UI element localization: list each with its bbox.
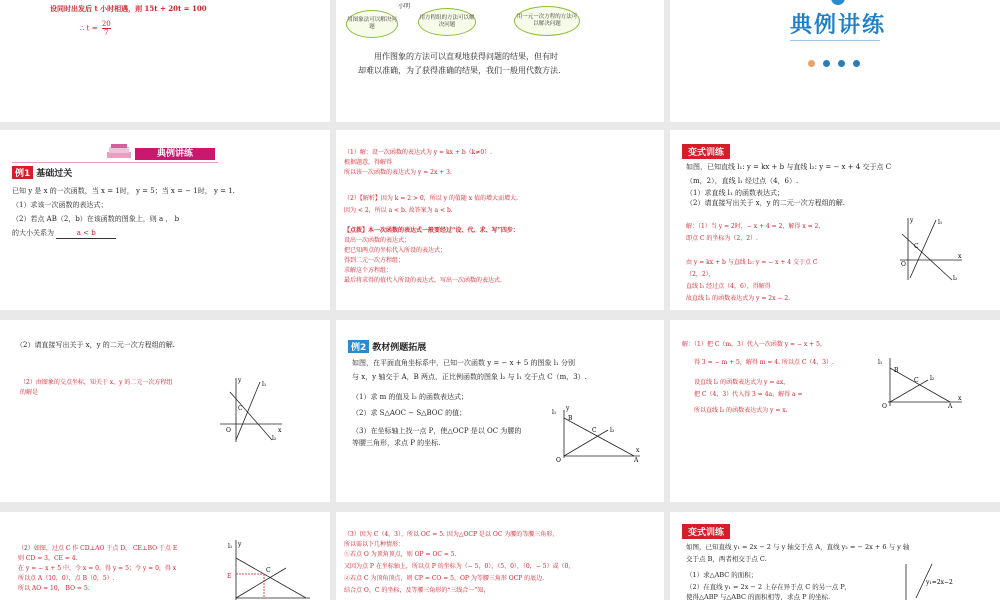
ans-c-label: C <box>914 377 919 384</box>
banner-line <box>12 162 218 163</box>
s5-tip-1: 设出一次函数的表达式； <box>344 237 411 244</box>
ans-o-label: O <box>882 403 887 410</box>
variant2-y1-label: y₁=2x−2 <box>926 579 953 586</box>
sol-y-label: y <box>238 541 242 548</box>
decor-dot-1 <box>808 60 815 67</box>
decor-circle-icon <box>830 0 846 8</box>
coordinate-graph-2 <box>216 374 286 444</box>
coordinate-graph <box>896 214 966 284</box>
s11-line2: 所以需以下几种情形： <box>344 541 405 548</box>
s12-line5: 使得△ABP 与△ABC 的面积相等，求点 P 的坐标. <box>686 593 831 600</box>
slide-8[interactable] <box>336 320 664 502</box>
speech-bubble-2: 用方程组的方法可以解决问题 <box>418 8 476 36</box>
slide-2[interactable] <box>336 0 664 122</box>
s6-line3: （1）求直线 l₁ 的函数表达式； <box>686 189 784 197</box>
graph2-x-label: x <box>278 427 282 434</box>
sol-e-label: E <box>227 573 232 580</box>
s11-line3: ①若点 O 为顶角顶点，则 OP = OC = 5. <box>344 551 457 558</box>
s6-ans1: 解：（1）当 y = 2时，− x + 4 = 2，解得 x = 2， <box>686 223 825 230</box>
ex2-y-label: y <box>566 405 570 412</box>
decor-dot-3 <box>838 60 845 67</box>
s5-line3: 所以该一次函数的表达式为 y = 2x + 3. <box>344 169 452 176</box>
s10-line5: 所以 AO = 10， BO = 5. <box>18 585 90 592</box>
slide-11[interactable] <box>336 512 664 600</box>
s11-line1: （3）因为 C（4，3），所以 OC = 5. 因为△OCP 是以 OC 为腰的等腰三角形， <box>344 531 559 538</box>
s9-line5: 所以直线 l₂ 的函数表达式为 y = x. <box>694 407 788 414</box>
ans-l1-label: l₁ <box>878 359 883 366</box>
graph2-c-label: C <box>238 405 243 412</box>
s8-line1: 如图，在平面直角坐标系中，已知一次函数 y = − x + 5 的图象 l₁ 分别 <box>352 359 576 367</box>
ex1-line3: （2）若点 AB（2，b）在该函数的图象上，则 a ， b <box>12 215 180 223</box>
books-icon <box>105 144 135 162</box>
s7-ans2: 的解是 <box>20 389 39 396</box>
s6-line4: （2）请直接写出关于 x，y 的二元一次方程组的解. <box>686 199 846 207</box>
s6-ans2: 即点 C 的坐标为（2，2）. <box>686 235 758 242</box>
s8-line2: 与 x，y 轴交于 A，B 两点，正比例函数的图象 l₂ 与 l₁ 交于点 C（m，3）. <box>352 373 587 381</box>
lesson-banner: 典例讲练 <box>135 148 215 160</box>
s5-tip-4: 求解这个方程组； <box>344 267 393 274</box>
s5-tip-5: 最后将求得的值代入所设的表达式，写出一次函数的表达式. <box>344 277 502 284</box>
section-title: 典例讲练 <box>790 13 887 38</box>
variant-tag-2: 变式训练 <box>682 524 730 539</box>
title-underline <box>790 40 880 41</box>
s10-line4: 所以点 A（10，0），点 B（0，5）. <box>18 575 115 582</box>
s12-line4: （2）在直线 y₁ = 2x − 2 上存在异于点 C 的另一点 P， <box>686 583 852 591</box>
s6-ans4: （2，2）， <box>686 271 715 278</box>
graph-y-label: y <box>910 217 914 224</box>
graph-l2-label: l₂ <box>953 275 958 282</box>
s8-line5: （3）在坐标轴上找一点 P，使△OCP 是以 OC 为腰的 <box>352 427 522 435</box>
s9-line4: 把 C（4，3）代入得 3 = 4a，解得 a = <box>694 391 803 398</box>
person-label: 小明 <box>398 3 411 10</box>
solution-graph <box>226 538 312 600</box>
graph2-l1-label: l₁ <box>262 381 267 388</box>
slide-4[interactable] <box>0 130 330 310</box>
ans-l2-label: l₂ <box>930 375 935 382</box>
s12-line1: 如图，已知直线 y₁ = 2x − 2 与 y 轴交于点 A，直线 y₂ = − 2x + 6 与 y 轴 <box>686 543 910 551</box>
s10-line2: 则 CD = 3，CE = 4. <box>18 555 78 562</box>
s6-line2: （m，2），直线 l₁ 经过点（4，6）. <box>686 177 799 185</box>
s8-line4: （2）求 S△AOC − S△BOC 的值； <box>352 409 467 417</box>
example-heading: 例1 基础过关 <box>12 166 72 179</box>
slide-10[interactable] <box>0 512 330 600</box>
slide1-line1: 设同时出发后 t 小时相遇，则 15t + 20t = 100 <box>50 4 207 13</box>
slide-9[interactable] <box>670 320 1000 502</box>
slide2-text-1: 用作图象的方法可以直观地获得问题的结果，但有时 <box>374 52 558 61</box>
s5-line1: （1）解：设一次函数的表达式为 y = kx + b（k≠0）. <box>344 149 493 156</box>
s9-line3: 设直线 l₂ 的函数表达式为 y = ax， <box>694 379 790 386</box>
s5-tip-3: 得到二元一次方程组； <box>344 257 405 264</box>
slide-1[interactable] <box>0 0 330 122</box>
slide-3[interactable] <box>670 0 1000 122</box>
slide1-line2: ∴ t = $\frac{20}{7}$ <box>80 20 111 37</box>
sol-c-label: C <box>266 567 271 574</box>
graph-x-label: x <box>958 253 962 260</box>
graph2-l2-label: l₂ <box>272 435 277 442</box>
slide-6[interactable] <box>670 130 1000 310</box>
s9-line1: 解：（1）把 C（m，3）代入一次函数 y = − x + 5， <box>682 341 826 348</box>
decor-dot-2 <box>823 60 830 67</box>
graph-c-label: C <box>914 243 919 250</box>
s12-line2: 交于点 B，两者相交于点 C. <box>686 555 767 563</box>
s9-line2: 得 3 = − m + 5，解得 m = 4. 所以点 C（4，3）. <box>694 359 834 366</box>
s11-line5: ②若点 C 为顶角顶点，则 CP = CO = 5，OP 为等腰三角形 OCP 的底边. <box>344 575 545 582</box>
graph2-y-label: y <box>238 377 242 384</box>
s11-line4: 又因为点 P 在坐标轴上，所以点 P 的坐标为（− 5，0），（5，0），（0，− 5）或（0， <box>344 563 575 570</box>
slide2-text-2: 却难以准确，为了获得准确的结果，我们一般用代数方法. <box>358 66 561 75</box>
s5-line2: 根据题意，得解得 <box>344 159 393 166</box>
s10-line3: 在 y = − x + 5 中，令 x = 0，得 y = 5；令 y = 0，得 x <box>18 565 177 572</box>
s6-ans5: 直线 l₁ 经过点（4，6），得解得 <box>686 283 771 290</box>
ex1-line4: 的大小关系为 a < b <box>12 228 116 239</box>
ex1-line1: 已知 y 是 x 的一次函数，当 x = 1时， y = 5；当 x = − 1时， y = 1. <box>12 187 235 195</box>
s5-tip-2: 把已知两点的坐标代入所设的表达式； <box>344 247 447 254</box>
variant-tag: 变式训练 <box>682 144 730 159</box>
s12-line3: （1）求△ABC 的面积； <box>686 571 758 579</box>
ex2-a-label: A <box>634 457 639 462</box>
ex2-c-label: C <box>592 427 597 434</box>
s11-line6: 结合点 O，C 的坐标，及等腰三角形的“三线合一”知， <box>344 587 490 594</box>
answer-graph <box>876 354 966 410</box>
ans-a-label: A <box>948 403 953 410</box>
s7-question: （2）请直接写出关于 x，y 的二元一次方程组的解. <box>16 341 176 349</box>
ex2-l2-label: l₂ <box>610 427 615 434</box>
s5-line4: （2）【解析】因为 k = 2 > 0，所以 y 的值随 x 值的增大而增大. <box>344 195 518 202</box>
ex2-x-label: x <box>636 447 640 454</box>
slide-12[interactable] <box>670 512 1000 600</box>
ex1-line2: （1）求该一次函数的表达式； <box>12 201 108 209</box>
ex2-o-label: O <box>556 457 561 462</box>
s7-ans1: （2）由图象的交点坐标，知关于 x，y 的二元一次方程组 <box>20 379 173 386</box>
variant2-graph <box>896 562 976 600</box>
slide-7[interactable] <box>0 320 330 502</box>
ex2-b-label: B <box>568 415 573 422</box>
graph-o-label: O <box>901 261 906 268</box>
s5-tip: 【点拨】本一次函数的表达式一般要经过“设、代、求、写”四步： <box>344 227 519 234</box>
s10-line1: （2）如图，过点 C 作 CD⊥AO 于点 D， CE⊥BO 于点 E <box>18 545 178 552</box>
speech-bubble-3: 用一元一次方程的方法可以解决问题 <box>514 6 580 36</box>
speech-bubble-1: 用图象法可以解决问题 <box>346 10 398 38</box>
ans-x-label: x <box>958 395 962 402</box>
s6-ans3: 由 y = kx + b 与直线 l₂: y = − x + 4 交于点 C <box>686 259 818 266</box>
decor-dot-4 <box>853 60 860 67</box>
s6-ans6: 故直线 l₁ 的函数表达式为 y = 2x − 2. <box>686 295 791 302</box>
graph-l1-label: l₁ <box>938 219 943 226</box>
s8-line6: 等腰三角形，求点 P 的坐标. <box>352 439 441 447</box>
graph2-o-label: O <box>226 427 231 434</box>
answer-blank: a < b <box>56 228 116 239</box>
sol-l1-label: l₁ <box>228 543 233 550</box>
s6-line1: 如图，已知直线 l₁: y = kx + b 与直线 l₂: y = − x + 4 交于点 C <box>686 163 892 171</box>
slide-5[interactable] <box>336 130 664 310</box>
ex2-l1-label: l₁ <box>552 409 557 416</box>
s5-line5: 因为 < 2，所以 a < b. 故答案为 a < b. <box>344 207 453 214</box>
s8-line3: （1）求 m 的值及 l₂ 的函数表达式； <box>352 393 469 401</box>
example2-graph <box>548 400 644 462</box>
example2-heading: 例2 教材例题拓展 <box>348 340 426 353</box>
ans-b-label: B <box>894 367 899 374</box>
